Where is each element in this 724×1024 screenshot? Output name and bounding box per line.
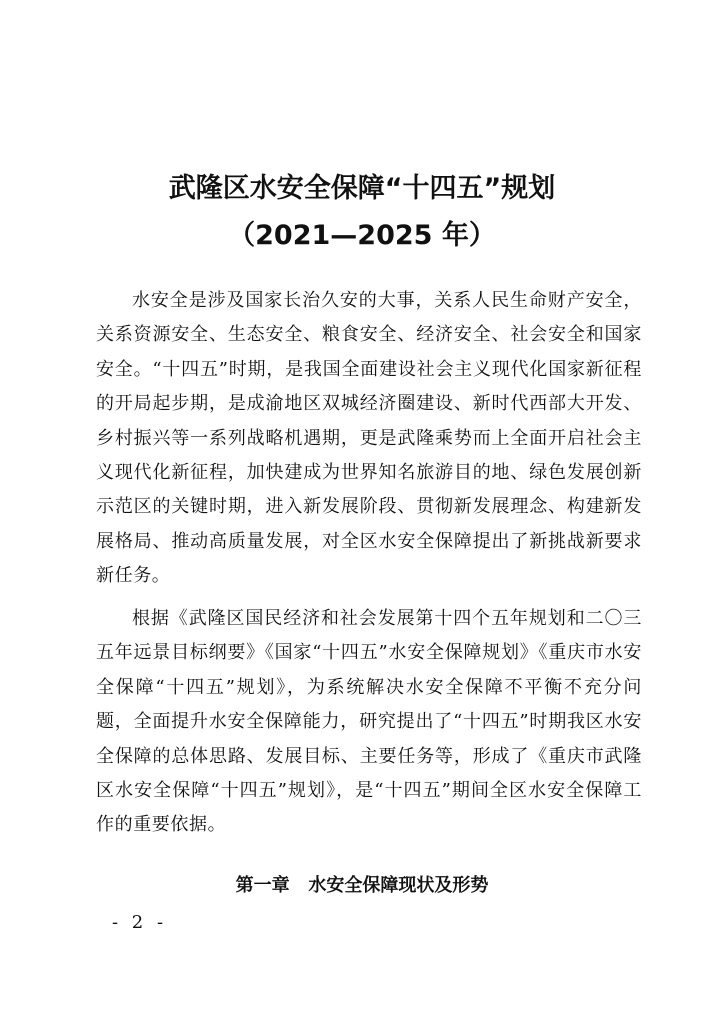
chapter-heading: 第一章 水安全保障现状及形势 — [235, 875, 489, 896]
document-period: （2021—2025 年） — [228, 220, 496, 251]
document-title: 武隆区水安全保障“十四五”规划 — [168, 173, 556, 204]
page-number: - 2 - — [112, 912, 168, 933]
paragraph-basis: 根据《武隆区国民经济和社会发展第十四个五年规划和二〇三五年远景目标纲要》《国家“十四五”水安全保障规划》《重庆市水安全保障“十四五”规划》，为系统解决水安全保障不平衡不充分问题，全面提升水安全保障能力，研究提出了“十四五”时期我区水安全保障的总体思路、发展目标、主要任务等，形成了《重庆市武隆区水安全保障“十四五”规划》，是“十四五”期间全区水安全保障工作的重要依据。 — [96, 608, 642, 836]
paragraph-intro: 水安全是涉及国家长治久安的大事，关系人民生命财产安全，关系资源安全、生态安全、粮食安全、经济安全、社会安全和国家安全。“十四五”时期，是我国全面建设社会主义现代化国家新征程的开局起步期，是成渝地区双城经济圈建设、新时代西部大开发、乡村振兴等一系列战略机遇期，更是武隆乘势而上全面开启社会主义现代化新征程，加快建成为世界知名旅游目的地、绿色发展创新示范区的关键时期，进入新发展阶段、贯彻新发展理念、构建新发展格局、推动高质量发展，对全区水安全保障提出了新挑战新要求新任务。 — [96, 290, 642, 587]
